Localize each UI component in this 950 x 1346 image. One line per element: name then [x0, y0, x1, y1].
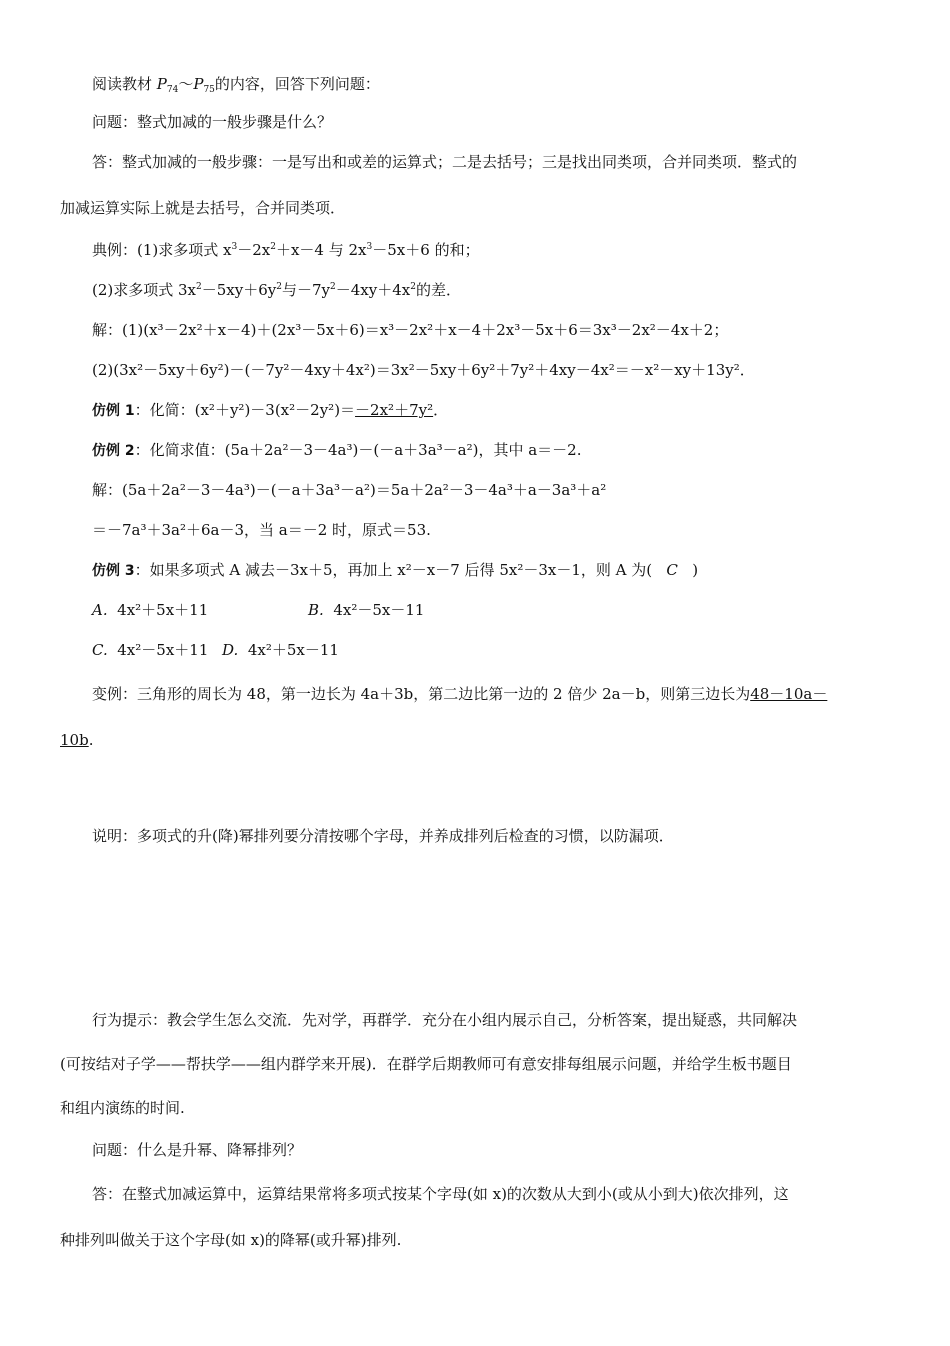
option-c: C. 4x²－5x＋11 [92, 641, 209, 659]
answer-2-line-2: 种排列叫做关于这个字母(如 x)的降幂(或升幂)排列. [60, 1231, 402, 1249]
behavior-hint-line-1: 行为提示：教会学生怎么交流．先对学，再群学．充分在小组内展示自己，分析答案，提出疑惑，共同解决 [92, 1011, 798, 1029]
answer-1-line-2: 加减运算实际上就是去括号，合并同类项． [60, 199, 346, 217]
example-solution-2: (2)(3x²－5xy＋6y²)－(－7y²－4xy＋4x²)＝3x²－5xy＋6y²＋7y²＋4xy－4x²＝－x²－xy＋13y²． [92, 361, 755, 379]
fill-in-answer: －2x²＋7y² [355, 401, 434, 419]
behavior-hint-line-2: (可按结对子学——帮扶学——组内群学来开展)．在群学后期教师可有意安排每组展示问题，并给学生板书题目 [60, 1055, 792, 1073]
explanation-note: 说明：多项式的升(降)幂排列要分清按哪个字母，并养成排列后检查的习惯，以防漏项． [92, 827, 674, 845]
variant-answer-continued: 10b. [60, 731, 94, 749]
behavior-hint-line-3: 和组内演练的时间. [60, 1099, 185, 1117]
example-solution-1: 解：(1)(x³－2x²＋x－4)＋(2x³－5x＋6)＝x³－2x²＋x－4＋2x³－5x＋6＝3x³－2x²－4x＋2； [92, 321, 729, 339]
option-d: D. 4x²＋5x－11 [222, 641, 339, 659]
question-1: 问题：整式加减的一般步骤是什么？ [92, 113, 333, 131]
imitation-example-3: 仿例 3：如果多项式 A 减去－3x＋5，再加上 x²－x－7 后得 5x²－3x－1，则 A 为( C ) [92, 561, 699, 579]
option-b: B. 4x²－5x－11 [308, 601, 425, 619]
answer-1-line-1: 答：整式加减的一般步骤：一是写出和或差的运算式；二是去括号；三是找出同类项，合并同类项．整式的 [92, 153, 798, 171]
imitation-example-2: 仿例 2：化简求值：(5a＋2a²－3－4a³)－(－a＋3a³－a²)，其中 a＝－2. [92, 441, 582, 459]
imitation-2-solution-2: ＝－7a³＋3a²＋6a－3，当 a＝－2 时，原式＝53. [92, 521, 431, 539]
example-problem-2: (2)求多项式 $3x^2-5xy+6y^2$与$-7y^2-4xy+4x^2$的差． [92, 281, 461, 299]
imitation-2-solution-1: 解：(5a＋2a²－3－4a³)－(－a＋3a³－a²)＝5a＋2a²－3－4a³＋a－3a³＋a² [92, 481, 607, 499]
question-2: 问题：什么是升幂、降幂排列？ [92, 1141, 303, 1159]
reading-instruction: 阅读教材 $P_{74}\sim P_{75}$的内容，回答下列问题： [92, 75, 380, 95]
answer-2-line-1: 答：在整式加减运算中，运算结果常将多项式按某个字母(如 x)的次数从大到小(或从小到大)依次排列，这 [92, 1185, 789, 1203]
imitation-example-1: 仿例 1：化简：(x²＋y²)－3(x²－2y²)＝－2x²＋7y²． [92, 401, 449, 419]
option-a: A. 4x²＋5x＋11 [92, 601, 209, 619]
choice-answer: C [666, 561, 678, 579]
variant-problem: 变例：三角形的周长为 48，第一边长为 4a＋3b，第二边比第一边的 2 倍少 2a－b，则第三边长为48－10a－ [92, 685, 828, 703]
example-problem-1: 典例：(1)求多项式 $x^3-2x^2+x-4$ 与 $2x^3-5x+6$ 的和； [92, 241, 480, 259]
